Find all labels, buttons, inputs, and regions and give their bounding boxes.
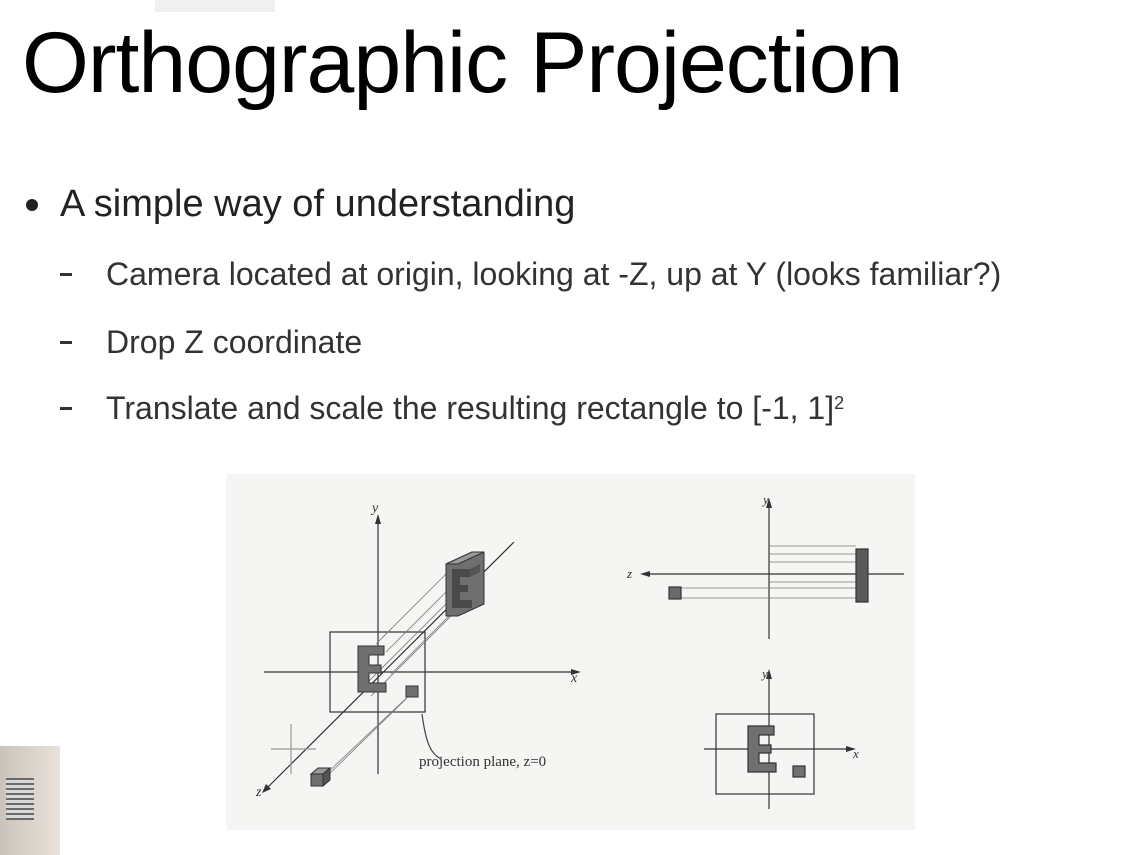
- sub-item-text: Translate and scale the resulting rectangle to [-1, 1]$^2$: [106, 390, 845, 426]
- sub-item-text: Drop Z coordinate: [106, 324, 363, 360]
- thumbnail-detail: [6, 778, 34, 820]
- left-y-label: y: [372, 501, 379, 516]
- bullet-dot-icon: [26, 199, 38, 211]
- superscript: 2: [834, 393, 845, 413]
- slide-title: Orthographic Projection: [22, 15, 903, 111]
- sub-item-text: Camera located at origin, looking at -Z, up at Y (looks familiar?): [106, 256, 1002, 292]
- dash-icon: [60, 407, 72, 410]
- left-3d-view: [262, 514, 581, 793]
- projection-figure: [226, 474, 915, 830]
- dash-icon: [60, 341, 72, 344]
- left-x-label: x: [571, 671, 578, 686]
- projection-diagram: [226, 474, 915, 830]
- bullet-item: [18, 183, 575, 226]
- br-y-label: y: [762, 666, 768, 681]
- sub-item-camera: [60, 256, 1001, 293]
- top-smudge: [155, 0, 275, 12]
- bullet-text: A simple way of understanding: [60, 183, 576, 225]
- sub-item-drop-z: [60, 324, 362, 361]
- top-right-view: [640, 498, 904, 639]
- sub-item-translate: [60, 390, 844, 427]
- e-object-3d: [446, 552, 484, 616]
- left-z-label: z: [256, 785, 262, 800]
- dash-icon: [60, 273, 72, 276]
- br-x-label: x: [853, 746, 859, 761]
- small-cube: [311, 768, 330, 786]
- tr-z-label: z: [627, 566, 633, 581]
- webcam-thumbnail: [0, 746, 60, 855]
- bottom-right-view: [704, 669, 856, 809]
- tr-y-label: y: [763, 492, 769, 507]
- projection-plane-label: projection plane, z=0: [419, 754, 547, 770]
